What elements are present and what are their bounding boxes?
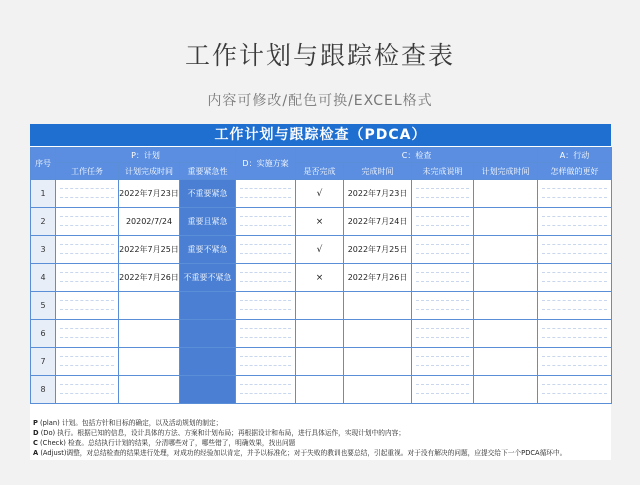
done-cell[interactable] <box>296 376 344 404</box>
finish-time-cell[interactable] <box>344 376 412 404</box>
done-cell[interactable]: × <box>296 208 344 236</box>
note-c: C (Check) 检查。总结执行计划的结果，分清哪些对了，哪些错了，明确效果，找出问题 <box>33 439 296 447</box>
done-cell[interactable] <box>296 292 344 320</box>
table-banner: 工作计划与跟踪检查（PDCA） <box>30 124 611 146</box>
do-cell[interactable] <box>236 348 296 376</box>
task-cell[interactable] <box>56 180 119 208</box>
plan-finish-cell[interactable] <box>474 236 538 264</box>
task-cell[interactable] <box>56 376 119 404</box>
row-index: 7 <box>31 348 56 376</box>
plan-finish-cell[interactable] <box>474 320 538 348</box>
better-cell[interactable] <box>538 208 612 236</box>
reason-cell[interactable] <box>412 264 474 292</box>
plan-finish-cell[interactable] <box>474 180 538 208</box>
header-check: C：检查 <box>296 148 538 163</box>
reason-cell[interactable] <box>412 208 474 236</box>
better-cell[interactable] <box>538 292 612 320</box>
do-cell[interactable] <box>236 264 296 292</box>
better-cell[interactable] <box>538 236 612 264</box>
note-a: A (Adjust)调整，对总结检查的结果进行处理，对成功的经验加以肯定，并予以标准化；对于失败的教训也要总结，引起重视。对于没有解决的问题，应提交给下一个PDCA循环中。 <box>33 449 567 457</box>
task-cell[interactable] <box>56 264 119 292</box>
do-cell[interactable] <box>236 208 296 236</box>
finish-time-cell[interactable]: 2022年7月25日 <box>344 236 412 264</box>
done-cell[interactable] <box>296 320 344 348</box>
task-cell[interactable] <box>56 348 119 376</box>
plan-finish-cell[interactable] <box>474 348 538 376</box>
task-cell[interactable] <box>56 208 119 236</box>
pdca-sheet <box>30 124 611 460</box>
col-finish-time: 完成时间 <box>344 163 412 180</box>
notes <box>33 418 608 458</box>
better-cell[interactable] <box>538 376 612 404</box>
task-cell[interactable] <box>56 236 119 264</box>
finish-time-cell[interactable] <box>344 292 412 320</box>
reason-cell[interactable] <box>412 180 474 208</box>
better-cell[interactable] <box>538 264 612 292</box>
urgency-cell[interactable] <box>180 376 236 404</box>
col-plan-finish: 计划完成时间 <box>474 163 538 180</box>
col-done: 是否完成 <box>296 163 344 180</box>
header-index: 序号 <box>31 148 56 180</box>
col-reason: 未完成说明 <box>412 163 474 180</box>
table-row <box>31 292 612 320</box>
reason-cell[interactable] <box>412 236 474 264</box>
reason-cell[interactable] <box>412 320 474 348</box>
row-index: 1 <box>31 180 56 208</box>
plan-finish-cell[interactable] <box>474 264 538 292</box>
plan-finish-cell[interactable] <box>474 292 538 320</box>
do-cell[interactable] <box>236 320 296 348</box>
plan-time-cell[interactable] <box>119 292 180 320</box>
plan-finish-cell[interactable] <box>474 208 538 236</box>
task-cell[interactable] <box>56 292 119 320</box>
header-plan: P：计划 <box>56 148 236 163</box>
header-act: A：行动 <box>538 148 612 163</box>
reason-cell[interactable] <box>412 376 474 404</box>
plan-time-cell[interactable] <box>119 348 180 376</box>
urgency-cell[interactable]: 不重要不紧急 <box>180 264 236 292</box>
finish-time-cell[interactable]: 2022年7月24日 <box>344 208 412 236</box>
better-cell[interactable] <box>538 320 612 348</box>
urgency-cell[interactable]: 不重要紧急 <box>180 180 236 208</box>
plan-time-cell[interactable] <box>119 320 180 348</box>
finish-time-cell[interactable] <box>344 348 412 376</box>
reason-cell[interactable] <box>412 348 474 376</box>
plan-time-cell[interactable]: 2022年7月26日 <box>119 264 180 292</box>
urgency-cell[interactable]: 重要且紧急 <box>180 208 236 236</box>
pdca-table <box>30 147 612 404</box>
row-index: 6 <box>31 320 56 348</box>
row-index: 8 <box>31 376 56 404</box>
plan-finish-cell[interactable] <box>474 376 538 404</box>
do-cell[interactable] <box>236 292 296 320</box>
row-index: 3 <box>31 236 56 264</box>
table-row <box>31 348 612 376</box>
note-d: D (Do) 执行。根据已知的信息，设计具体的方法、方案和计划布局；再根据设计和布局，进行具体运作，实现计划中的内容； <box>33 429 406 437</box>
finish-time-cell[interactable]: 2022年7月26日 <box>344 264 412 292</box>
better-cell[interactable] <box>538 180 612 208</box>
col-plan-time: 计划完成时间 <box>119 163 180 180</box>
col-task: 工作任务 <box>56 163 119 180</box>
table-row <box>31 180 612 208</box>
finish-time-cell[interactable] <box>344 320 412 348</box>
urgency-cell[interactable] <box>180 348 236 376</box>
page-title: 工作计划与跟踪检查表 <box>184 41 455 70</box>
done-cell[interactable]: √ <box>296 236 344 264</box>
reason-cell[interactable] <box>412 292 474 320</box>
row-index: 4 <box>31 264 56 292</box>
better-cell[interactable] <box>538 348 612 376</box>
do-cell[interactable] <box>236 180 296 208</box>
urgency-cell[interactable] <box>180 320 236 348</box>
header-do: D：实施方案 <box>236 148 296 180</box>
plan-time-cell[interactable]: 2022年7月25日 <box>119 236 180 264</box>
table-row <box>31 264 612 292</box>
task-cell[interactable] <box>56 320 119 348</box>
row-index: 2 <box>31 208 56 236</box>
col-urgency: 重要紧急性 <box>180 163 236 180</box>
do-cell[interactable] <box>236 236 296 264</box>
done-cell[interactable]: × <box>296 264 344 292</box>
table-row <box>31 376 612 404</box>
do-cell[interactable] <box>236 376 296 404</box>
table-row <box>31 236 612 264</box>
finish-time-cell[interactable]: 2022年7月23日 <box>344 180 412 208</box>
plan-time-cell[interactable] <box>119 376 180 404</box>
plan-time-cell[interactable]: 2022年7月23日 <box>119 180 180 208</box>
done-cell[interactable]: √ <box>296 180 344 208</box>
done-cell[interactable] <box>296 348 344 376</box>
urgency-cell[interactable]: 重要不紧急 <box>180 236 236 264</box>
row-index: 5 <box>31 292 56 320</box>
table-row <box>31 320 612 348</box>
col-better: 怎样做的更好 <box>538 163 612 180</box>
page-subtitle: 内容可修改/配色可换/EXCEL格式 <box>207 93 433 109</box>
table-row <box>31 208 612 236</box>
urgency-cell[interactable] <box>180 292 236 320</box>
plan-time-cell[interactable]: 20202/7/24 <box>119 208 180 236</box>
note-p: P (plan) 计划。包括方针和目标的确定，以及活动规划的制定； <box>33 419 223 427</box>
